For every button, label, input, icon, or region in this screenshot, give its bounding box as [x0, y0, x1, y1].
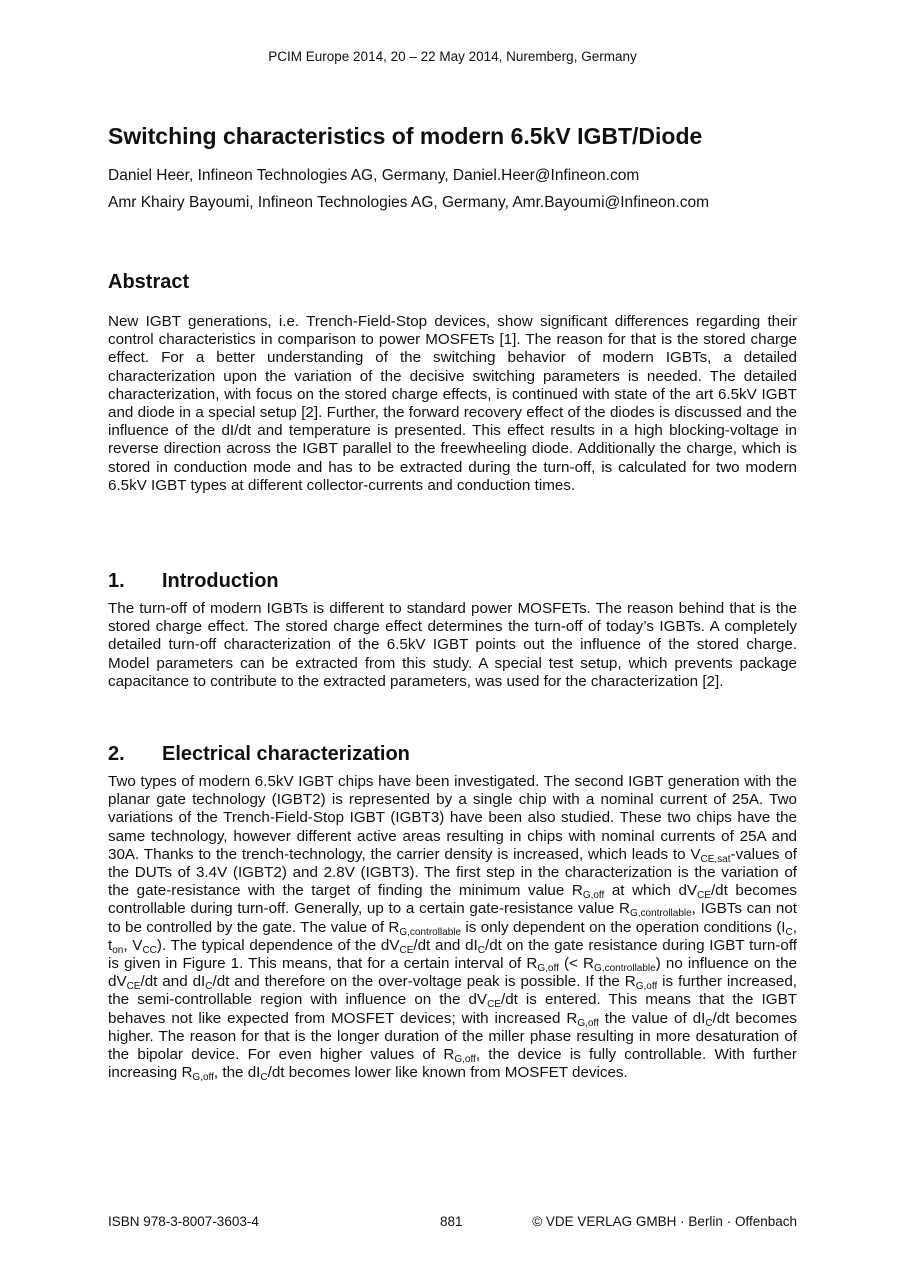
paragraph-text: /dt becomes lower like known from MOSFET devices.	[267, 1064, 628, 1082]
subscript: CE	[487, 999, 501, 1011]
paragraph-text: /dt and dI	[140, 973, 206, 991]
subscript: CE	[399, 944, 414, 956]
page-number: 881	[440, 1214, 463, 1229]
paragraph-text: , t	[108, 918, 797, 954]
subscript: G,controllable	[594, 963, 656, 975]
paragraph-text: is only dependent on the operation conditions (I	[461, 918, 786, 936]
author-list	[108, 166, 808, 220]
section-number: 1.	[108, 570, 125, 592]
subscript: C	[705, 1017, 713, 1029]
paragraph-text: /dt becomes controllable during turn-off. Generally, up to a certain gate-resistance value R	[108, 882, 797, 918]
running-header: PCIM Europe 2014, 20 – 22 May 2014, Nuremberg, Germany	[268, 49, 637, 64]
author-line: Amr Khairy Bayoumi, Infineon Technologies AG, Germany, Amr.Bayoumi@Infineon.com	[108, 194, 709, 211]
paragraph-text: (< R	[558, 955, 595, 973]
section-title: Introduction	[162, 570, 279, 592]
subscript: CC	[142, 944, 157, 956]
paragraph-text: /dt is entered. This means that the IGBT behaves not like expected from MOSFET devices; with increased R	[108, 991, 797, 1027]
paragraph-text: /dt becomes higher. The reason for that is the longer duration of the miller phase resulting in more desaturation of the bipolar device. For even higher values of R	[108, 1009, 797, 1064]
paragraph-text: /dt and dI	[413, 936, 478, 954]
paragraph-text: , IGBTs can not to be controlled by the gate. The value of R	[108, 900, 798, 936]
subscript: G,controllable	[399, 926, 462, 938]
paragraph-text: is further increased, the semi-controllable region with influence on the dV	[108, 973, 797, 1009]
subscript: G,off	[537, 963, 559, 975]
paragraph-text: ) no influence on the dV	[108, 955, 797, 991]
paragraph-text: , V	[123, 936, 143, 954]
abstract-heading: Abstract	[108, 271, 190, 293]
isbn: ISBN 978-3-8007-3603-4	[108, 1214, 259, 1229]
paragraph-text: at which dV	[604, 882, 698, 900]
section-title: Electrical characterization	[162, 743, 410, 765]
subscript: on	[112, 944, 124, 956]
subscript: G,controllable	[629, 908, 692, 920]
subscript: C	[205, 981, 213, 993]
paragraph-text: ). The typical dependence of the dV	[156, 936, 400, 954]
subscript: G,off	[582, 890, 605, 902]
abstract-text: New IGBT generations, i.e. Trench-Field-Stop devices, show significant differences regarding their control characteristics in comparison to power MOSFETs [1]. The reason for that is the stored charge effect. For a better understanding of the switching behavior of modern IGBTs, a detailed characterization upon the variation of the decisive switching parameters is needed. The detailed characterization, with focus on the stored charge effects, is continued with state of the art 6.5kV IGBT and diode in a special setup [2]. Further, the forward recovery effect of the diodes is discussed and the influence of the dI/dt and temperature is presented. This effect results in a high blocking-voltage in reverse direction across the IGBT parallel to the freewheeling diode. Additionally the charge, which is stored in conduction mode and has to be extracted during the turn-off, is calculated for two modern 6.5kV IGBT types at different collector-currents and conduction times.	[108, 313, 797, 494]
section-number: 2.	[108, 743, 125, 765]
subscript: C	[785, 926, 793, 938]
paragraph-text: Two types of modern 6.5kV IGBT chips have been investigated. The second IGBT generation with the planar gate technology (IGBT2) is represented by a single chip with a nominal current of 25A. Two variations of the Trench-Field-Stop IGBT (IGBT3) have been also studied. These two chips have the same technology, however different active areas resulting in chips with nominal currents of 25A and 30A. Thanks to the trench-technology, the carrier density is increased, which leads to V	[108, 773, 797, 863]
paragraph-text: /dt and therefore on the over-voltage peak is possible. If the R	[212, 973, 636, 991]
subscript: G,off	[635, 981, 658, 993]
author-line: Daniel Heer, Infineon Technologies AG, Germany, Daniel.Heer@Infineon.com	[108, 167, 640, 184]
subscript: C	[477, 944, 485, 956]
introduction-text: The turn-off of modern IGBTs is different to standard power MOSFETs. The reason behind that is the stored charge effect. The stored charge effect determines the turn-off of today’s IGBTs. A completely detailed turn-off characterization of the 6.5kV IGBT points out the influence of the stored charge. Model parameters can be extracted from this study. A special test setup, which prevents package capacitance to contribute to the extracted parameters, was used for the characterization [2].	[108, 600, 797, 690]
paragraph-text: the value of dI	[598, 1009, 706, 1027]
publisher-copyright: © VDE VERLAG GMBH · Berlin · Offenbach	[532, 1214, 797, 1229]
subscript: CE	[697, 890, 711, 902]
subscript: G,off	[192, 1072, 214, 1084]
subscript: G,off	[454, 1054, 476, 1066]
paragraph-text: , the dI	[213, 1064, 261, 1082]
subscript: G,off	[577, 1017, 599, 1029]
subscript: CE,sat	[700, 853, 731, 865]
section-heading-introduction	[108, 568, 279, 594]
paragraph-text: /dt on the gate resistance during IGBT turn-off is given in Figure 1. This means, that for a certain interval of R	[108, 936, 797, 973]
paper-title: Switching characteristics of modern 6.5kV IGBT/Diode	[108, 123, 703, 149]
electrical-characterization-text	[108, 773, 797, 1082]
paragraph-text: , the device is fully controllable. With further increasing R	[108, 1046, 797, 1082]
section-heading-electrical-characterization	[108, 741, 410, 767]
subscript: CE	[126, 981, 141, 993]
paragraph-text: -values of the DUTs of 3.4V (IGBT2) and 2.8V (IGBT3). The first step in the characterization is the variation of the gate-resistance with the target of finding the minimum value R	[108, 845, 797, 900]
subscript: C	[260, 1072, 268, 1084]
